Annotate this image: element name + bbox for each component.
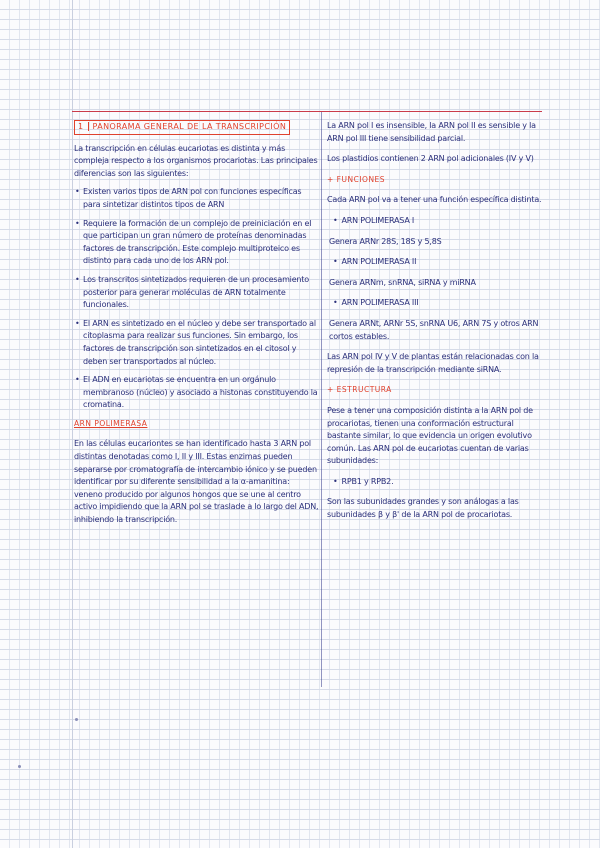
polymerase-label: • ARN POLIMERASA II [333,256,547,269]
differences-bullet: • El ARN es sintetizado en el núcleo y debe ser transportado al citoplasma para realizar sus funciones. Sin embargo, los factores de transcripción son sintetizados en el citosol y deben ser transportados al núcleo. [74,318,320,368]
subunit-bullet: • RPB1 y RPB2. [333,476,547,489]
subunits-paragraph: Son las subunidades grandes y son análogas a las subunidades β y β' de la ARN pol de procariotas. [327,497,519,520]
plastids-paragraph: Los plastidios contienen 2 ARN pol adicionales (IV y V) [327,154,534,164]
structure-paragraph: Pese a tener una composición distinta a la ARN pol de procariotas, tienen una conformación estructural bastante similar, lo que evidencia un origen evolutivo común. Las ARN pol de eucariotas cuentan de varias subunidades: [327,405,533,466]
plant-polymerases-paragraph: Las ARN pol IV y V de plantas están relacionadas con la represión de la transcripción mediante siRNA. [327,352,539,374]
polymerase-label: • ARN POLIMERASA III [333,297,547,310]
functions-intro: Cada ARN pol va a tener una función específica distinta. [327,195,542,205]
sensitivity-paragraph: La ARN pol I es insensible, la ARN pol II es sensible y la ARN pol III tiene sensibilidad parcial. [327,121,536,143]
header-rule [72,111,542,112]
polymerase-products: Genera ARNt, ARNr 5S, snRNA U6, ARN 7S y otros ARN cortos estables. [329,318,539,341]
pen-dot [18,765,21,768]
polymerase-products: Genera ARNr 28S, 18S y 5,8S [329,236,442,246]
functions-heading-text: FUNCIONES [336,174,386,184]
structure-heading: + ESTRUCTURA [327,385,392,395]
differences-bullet: • Existen varios tipos de ARN pol con funciones específicas para sintetizar distintos tipos de ARN [74,186,320,211]
functions-heading: + FUNCIONES [327,174,386,184]
rna-polymerase-heading: ARN POLIMERASA [74,418,148,428]
section-title-box [74,120,290,135]
intro-paragraph: La transcripción en células eucariotas es distinta y más compleja respecto a los organismos procariotas. Las principales diferencias son las siguientes: [74,143,318,178]
right-column [327,120,547,530]
polymerase-products: Genera ARNm, snRNA, siRNA y miRNA [329,277,476,287]
left-column [74,120,320,533]
page-margin-line [72,0,73,848]
differences-bullet: • El ADN en eucariotas se encuentra en un orgánulo membranoso (núcleo) y asociado a histonas constituyendo la cromatina. [74,374,320,412]
differences-bullet: • Los transcritos sintetizados requieren de un procesamiento posterior para generar moléculas de ARN totalmente funcionales. [74,274,320,312]
differences-bullet: • Requiere la formación de un complejo de preiniciación en el que participan un gran número de proteínas denominadas factores de transcripción. Este complejo multiproteico es distinto para cada uno de los ARN pol. [74,218,320,268]
section-title: PANORAMA GENERAL DE LA TRANSCRIPCIÓN [92,122,287,131]
polymerase-label: • ARN POLIMERASA I [333,215,547,228]
rna-polymerase-paragraph: En las células eucariontes se han identificado hasta 3 ARN pol distintas denotadas como I, II y III. Estas enzimas pueden separarse por cromatografía de intercambio iónico y se pueden identificar por su diferente sensibilidad a la α-amanitina: veneno producido por algunos hongos que se une al centro activo impidiendo que la ARN pol se traslade a lo largo del ADN, inhibiendo la transcripción. [74,439,319,525]
pen-dot [75,718,78,721]
column-divider [321,112,322,687]
structure-heading-text: ESTRUCTURA [336,385,392,395]
section-number: 1 [78,122,89,131]
